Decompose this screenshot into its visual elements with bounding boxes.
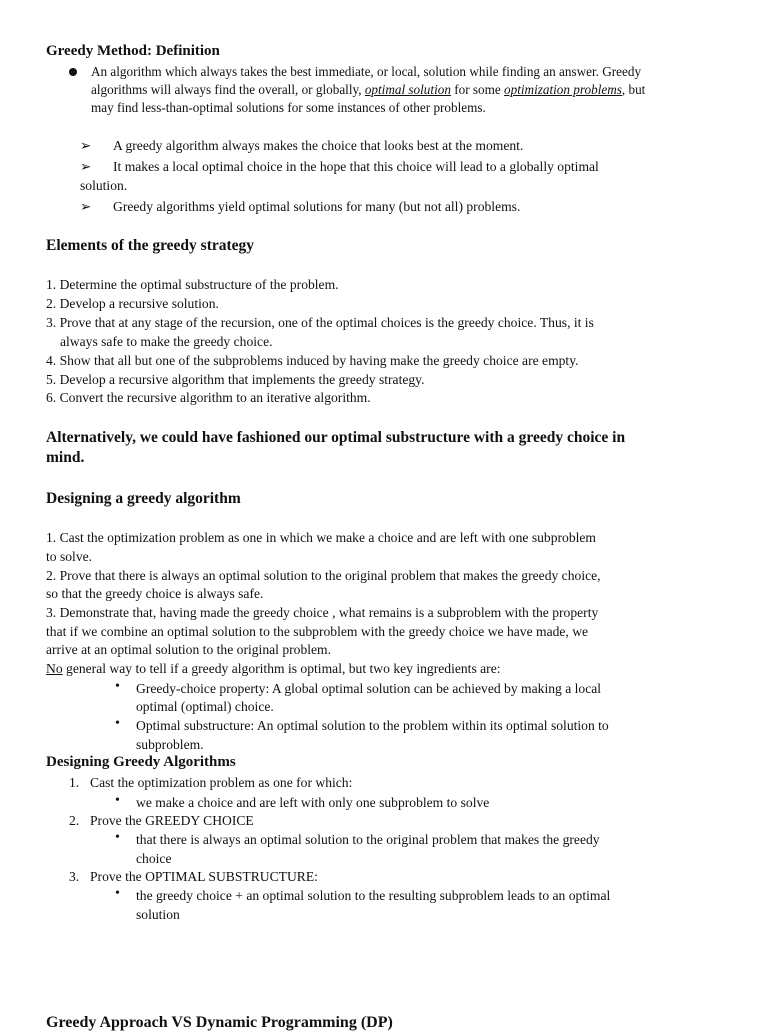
elements-heading: Elements of the greedy strategy: [46, 237, 255, 254]
designing-para-line: so that the greedy choice is always safe.: [46, 586, 264, 601]
designing-para-line: that if we combine an optimal solution to the subproblem with the greedy choice we have made, we: [46, 624, 589, 639]
step-number: 3.: [69, 869, 80, 884]
arrow-item-1: A greedy algorithm always makes the choice that looks best at the moment.: [113, 138, 524, 153]
step-2-detail-line-1: that there is always an optimal solution to the original problem that makes the greedy: [136, 832, 600, 847]
definition-text: , but: [621, 82, 646, 97]
designing-para-line: 2. Prove that there is always an optimal solution to the original problem that makes the greedy choice,: [46, 568, 601, 583]
definition-heading: Greedy Method: Definition: [46, 43, 220, 59]
ingredients-intro-text: general way to tell if a greedy algorithm is optimal, but two key ingredients are:: [62, 661, 501, 676]
elements-item-1: 1. Determine the optimal substructure of the problem.: [46, 277, 339, 292]
elements-item-5: 5. Develop a recursive algorithm that implements the greedy strategy.: [46, 372, 425, 387]
bullet-icon: •: [115, 886, 120, 901]
step-1-text: Cast the optimization problem as one for which:: [90, 775, 353, 790]
alternative-note-line-2: mind.: [46, 449, 85, 466]
step-1-detail: we make a choice and are left with only one subproblem to solve: [136, 795, 490, 810]
arrow-icon: ➢: [80, 138, 92, 153]
arrow-icon: ➢: [80, 159, 92, 174]
ingredient-1-line-2: optimal (optimal) choice.: [136, 699, 274, 714]
bullet-icon: •: [115, 830, 120, 845]
definition-line-2: [91, 81, 645, 99]
elements-item-3-line-2: always safe to make the greedy choice.: [60, 334, 273, 349]
ingredient-1-line-1: Greedy-choice property: A global optimal solution can be achieved by making a local: [136, 681, 602, 696]
designing-algorithms-heading: Designing Greedy Algorithms: [46, 754, 236, 770]
optimization-problems-link[interactable]: optimization problems: [504, 82, 622, 97]
bullet-dot-icon: [69, 68, 77, 76]
bullet-icon: •: [115, 716, 120, 731]
definition-text: algorithms will always find the overall, or globally,: [91, 82, 365, 97]
definition-line-1: An algorithm which always takes the best immediate, or local, solution while finding an answer. Greedy: [91, 64, 642, 79]
designing-para-line: 1. Cast the optimization problem as one in which we make a choice and are left with one subproblem: [46, 530, 597, 545]
step-number: 2.: [69, 813, 80, 828]
no-underlined: No: [46, 661, 63, 676]
step-3-detail-line-2: solution: [136, 907, 180, 922]
designing-para-line: 3. Demonstrate that, having made the greedy choice , what remains is a subproblem with the property: [46, 605, 599, 620]
bullet-icon: •: [115, 793, 120, 808]
bullet-icon: •: [115, 679, 120, 694]
alternative-note-line-1: Alternatively, we could have fashioned our optimal substructure with a greedy choice in: [46, 429, 626, 446]
step-number: 1.: [69, 775, 80, 790]
elements-item-6: 6. Convert the recursive algorithm to an iterative algorithm.: [46, 390, 371, 405]
designing-para-line: to solve.: [46, 549, 93, 564]
step-2-text: Prove the GREEDY CHOICE: [90, 813, 254, 828]
elements-item-3-line-1: 3. Prove that at any stage of the recursion, one of the optimal choices is the greedy choice. Thus, it is: [46, 315, 594, 330]
elements-item-4: 4. Show that all but one of the subproblems induced by having make the greedy choice are empty.: [46, 353, 579, 368]
ingredients-intro: [46, 660, 501, 679]
elements-item-2: 2. Develop a recursive solution.: [46, 296, 219, 311]
step-2-detail-line-2: choice: [136, 851, 172, 866]
optimal-solution-link[interactable]: optimal solution: [364, 82, 451, 97]
definition-text: for some: [450, 82, 505, 97]
definition-line-3: may find less-than-optimal solutions for some instances of other problems.: [91, 100, 486, 115]
ingredient-2-line-2: subproblem.: [136, 737, 204, 752]
step-3-detail-line-1: the greedy choice + an optimal solution to the resulting subproblem leads to an optimal: [136, 888, 611, 903]
arrow-item-3: Greedy algorithms yield optimal solutions for many (but not all) problems.: [113, 199, 521, 214]
comparison-heading-cutoff: Greedy Approach VS Dynamic Programming (DP): [46, 1014, 393, 1031]
arrow-icon: ➢: [80, 199, 92, 214]
step-3-text: Prove the OPTIMAL SUBSTRUCTURE:: [90, 869, 318, 884]
ingredient-2-line-1: Optimal substructure: An optimal solution to the problem within its optimal solution to: [136, 718, 609, 733]
designing-para-line: arrive at an optimal solution to the original problem.: [46, 642, 332, 657]
arrow-item-2-line-1: It makes a local optimal choice in the hope that this choice will lead to a globally optimal: [113, 159, 599, 174]
designing-heading: Designing a greedy algorithm: [46, 490, 241, 507]
arrow-item-2-line-2: solution.: [80, 178, 128, 193]
